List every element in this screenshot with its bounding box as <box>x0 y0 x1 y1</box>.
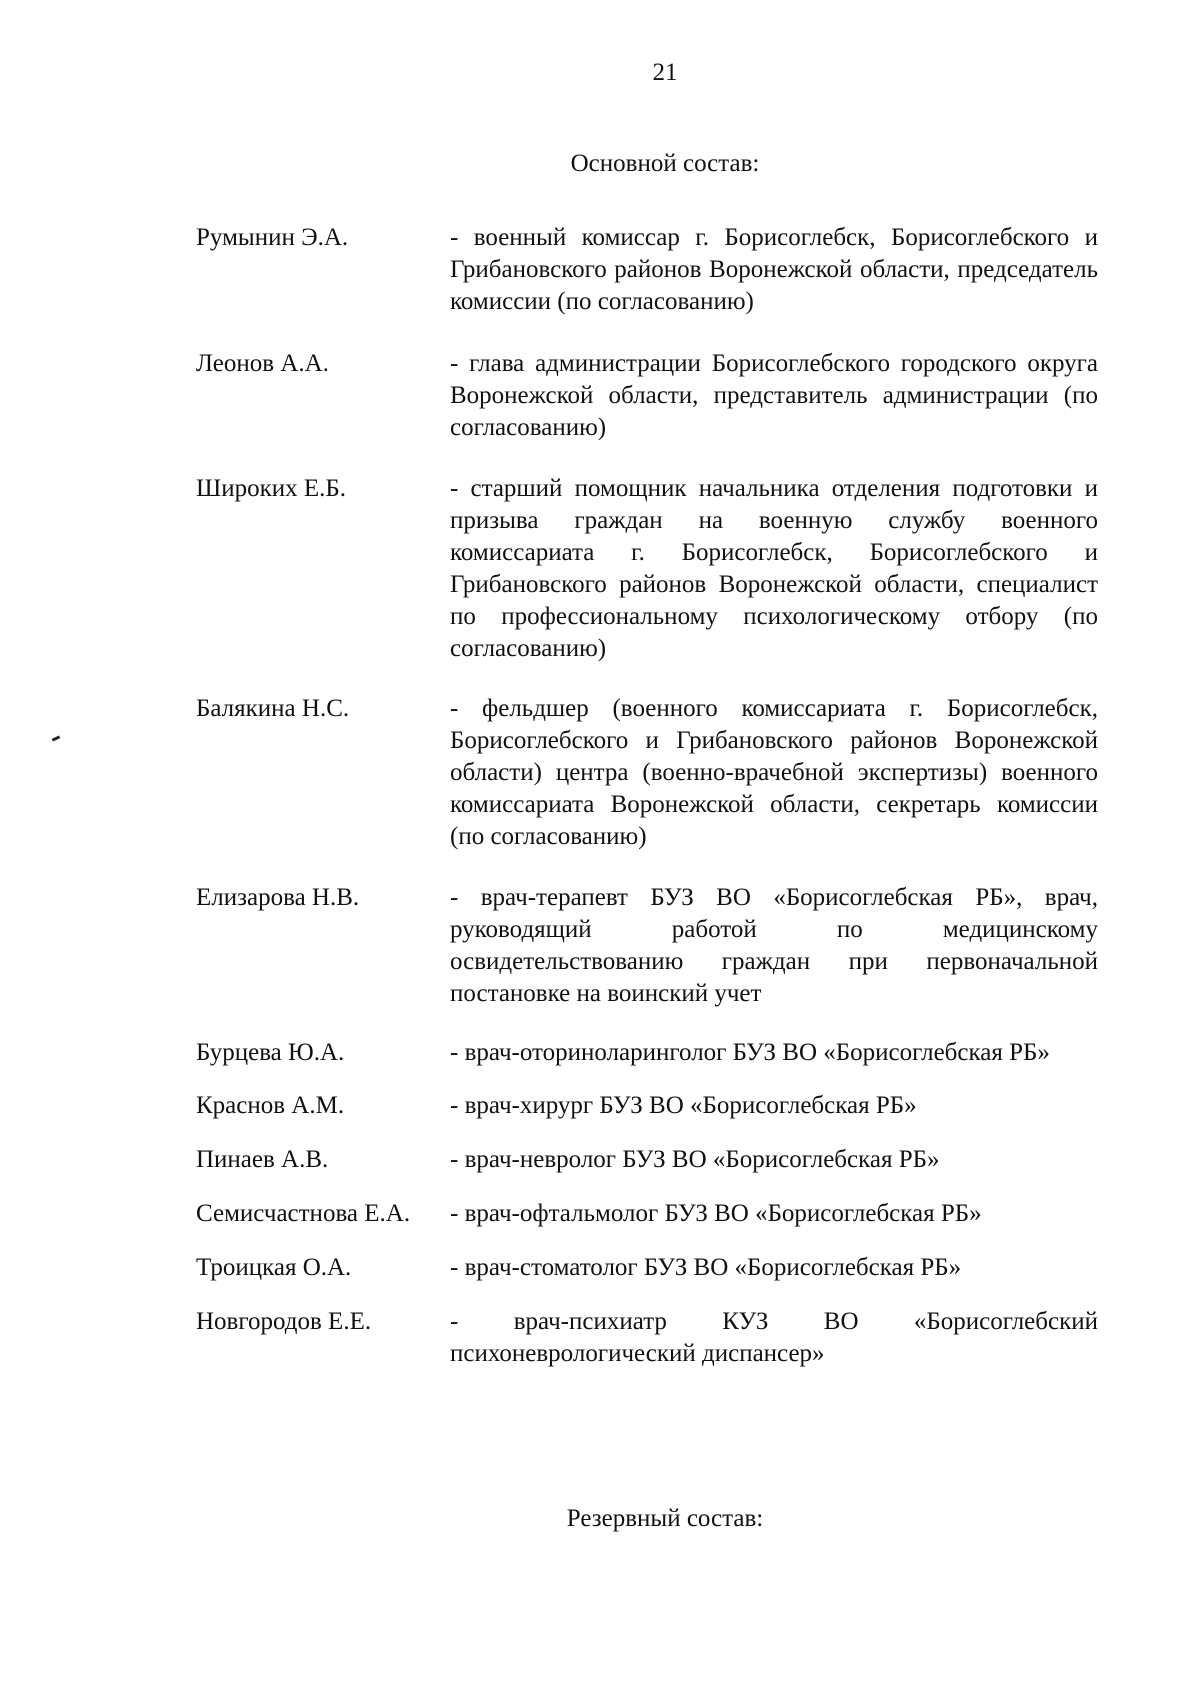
member-role: - военный комиссар г. Борисоглебск, Борисоглебского и Грибановского районов Воронежской области, председатель комиссии (по согласованию) <box>450 224 1098 315</box>
members-list <box>196 222 1098 1370</box>
member-row <box>196 348 1098 444</box>
member-row <box>196 473 1098 665</box>
member-row <box>196 1252 1098 1284</box>
member-role: - врач-терапевт БУЗ ВО «Борисоглебская РБ», врач, руководящий работой по медицинскому освидетельствованию граждан при первоначальной постановке на воинский учет <box>450 884 1098 1007</box>
member-role: - старший помощник начальника отделения подготовки и призыва граждан на военную службу военного комиссариата г. Борисоглебск, Борисоглебского и Грибановского районов Воронежской области, специалист по профессиональному психологическому отбору (по согласованию) <box>450 475 1098 662</box>
member-row <box>196 1306 1098 1370</box>
member-name: Елизарова Н.В. <box>196 884 360 911</box>
member-role: - врач-невролог БУЗ ВО «Борисоглебская РБ» <box>450 1146 940 1173</box>
member-role: - врач-оториноларинголог БУЗ ВО «Борисоглебская РБ» <box>450 1039 1050 1066</box>
member-row <box>196 1144 1098 1176</box>
member-role: - врач-офтальмолог БУЗ ВО «Борисоглебская РБ» <box>450 1200 982 1227</box>
member-row <box>196 882 1098 1010</box>
member-name: Троицкая О.А. <box>196 1254 352 1281</box>
page-number: 21 <box>652 59 678 86</box>
member-row <box>196 1037 1098 1069</box>
member-name: Балякина Н.С. <box>196 695 350 722</box>
reserve-composition-title: Резервный состав: <box>566 1505 764 1532</box>
member-role: - врач-стоматолог БУЗ ВО «Борисоглебская РБ» <box>450 1254 962 1281</box>
member-name: Румынин Э.А. <box>196 224 349 251</box>
member-name: Семисчастнова Е.А. <box>196 1200 411 1227</box>
member-role: - фельдшер (военного комиссариата г. Борисоглебск, Борисоглебского и Грибановского районов Воронежской области) центра (военно-врачебной экспертизы) военного комиссариата Воронежской области, секретарь комиссии (по согласованию) <box>450 695 1098 850</box>
main-composition-title: Основной состав: <box>570 150 760 177</box>
scan-margin-mark <box>52 735 61 741</box>
member-role: - глава администрации Борисоглебского городского округа Воронежской области, представитель администрации (по согласованию) <box>450 350 1098 441</box>
member-name: Новгородов Е.Е. <box>196 1308 372 1335</box>
member-name: Краснов А.М. <box>196 1092 345 1119</box>
member-name: Бурцева Ю.А. <box>196 1039 345 1066</box>
member-row <box>196 1090 1098 1122</box>
member-row <box>196 1198 1098 1230</box>
member-row <box>196 222 1098 318</box>
member-name: Леонов А.А. <box>196 350 329 377</box>
member-role: - врач-психиатр КУЗ ВО «Борисоглебский психоневрологический диспансер» <box>450 1308 1098 1367</box>
member-name: Пинаев А.В. <box>196 1146 329 1173</box>
member-row <box>196 693 1098 853</box>
member-name: Широких Е.Б. <box>196 475 346 502</box>
member-role: - врач-хирург БУЗ ВО «Борисоглебская РБ» <box>450 1092 917 1119</box>
